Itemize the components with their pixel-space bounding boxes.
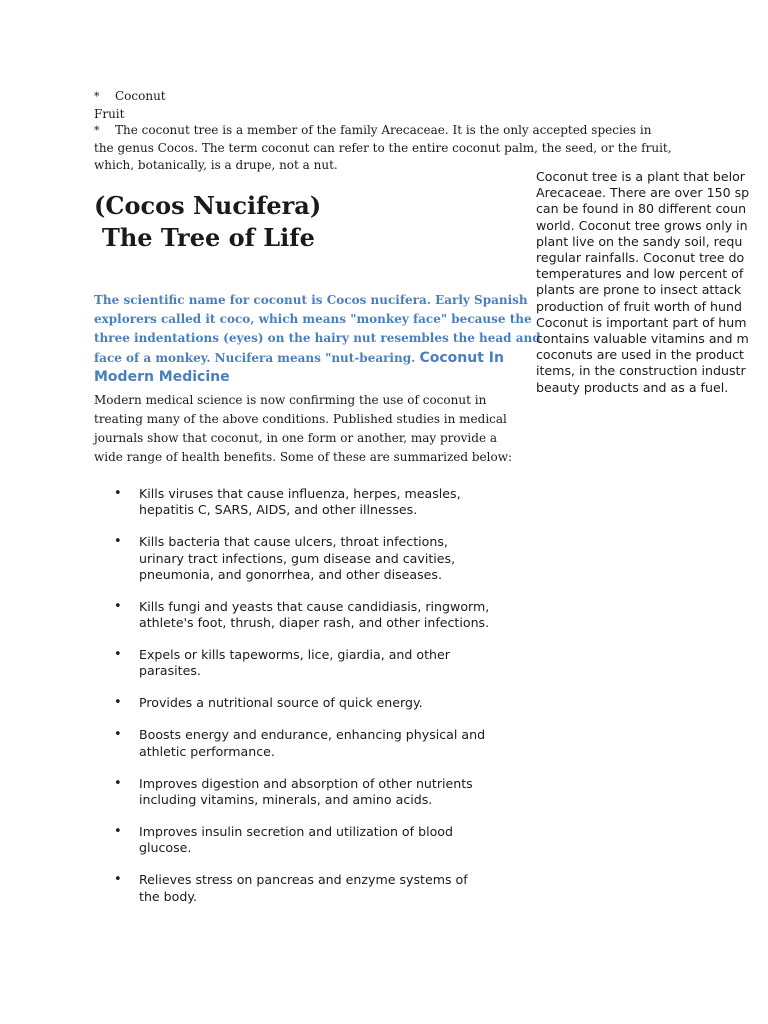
bullet-icon: • <box>114 695 122 711</box>
bullet-icon: • <box>114 647 122 663</box>
intro-text-line: which, botanically, is a drupe, not a nut. <box>94 157 338 172</box>
list-item-text: Kills fungi and yeasts that cause candidiasis, ringworm, <box>139 598 490 614</box>
sidebar-line: temperatures and low percent of <box>536 266 744 282</box>
list-item <box>94 872 544 904</box>
bullet-icon: • <box>114 598 122 614</box>
title-line-subtitle: The Tree of Life <box>102 223 315 252</box>
section-heading-part1: Coconut In <box>419 349 504 366</box>
list-item <box>94 824 544 856</box>
bullet-icon: • <box>114 824 122 840</box>
star-bullet-icon: * <box>94 124 100 138</box>
section-heading-part2: Modern Medicine <box>94 368 230 385</box>
list-item <box>94 776 544 808</box>
sidebar-line: can be found in 80 different coun <box>536 201 747 217</box>
list-item-text: including vitamins, minerals, and amino acids. <box>139 791 433 807</box>
sidebar-line: items, in the construction industr <box>536 363 746 379</box>
star-bullet-icon: * <box>94 90 100 103</box>
bullet-icon: • <box>114 727 122 743</box>
intro-section <box>94 88 694 174</box>
scientific-line: three indentations (eyes) on the hairy nut resembles the head and <box>94 331 541 346</box>
intro-item-arecaceae <box>94 122 694 140</box>
intro-text-line: The coconut tree is a member of the family Arecaceae. It is the only accepted species in <box>115 123 652 138</box>
page-title <box>94 190 321 254</box>
scientific-name-paragraph <box>94 291 541 387</box>
list-item-text: Relieves stress on pancreas and enzyme systems of <box>139 872 468 888</box>
modern-medicine-paragraph <box>94 391 534 467</box>
title-line-latin: (Cocos Nucifera) <box>94 191 322 220</box>
list-item-text: Provides a nutritional source of quick energy. <box>139 695 423 711</box>
list-item-text: glucose. <box>139 840 192 856</box>
intro-text-line: the genus Cocos. The term coconut can refer to the entire coconut palm, the seed, or the fruit, <box>94 141 672 156</box>
sidebar-line: plant live on the sandy soil, requ <box>536 233 743 249</box>
bullet-icon: • <box>114 534 122 550</box>
scientific-line: face of a monkey. Nucifera means "nut-bearing. <box>94 350 416 365</box>
sidebar-line: production of fruit worth of hund <box>536 298 742 314</box>
list-item <box>94 695 544 711</box>
intro-item-coconut <box>94 88 694 106</box>
sidebar-paragraph <box>536 169 768 396</box>
sidebar-line: Arecaceae. There are over 150 sp <box>536 185 750 201</box>
list-item-text: athlete's foot, thrush, diaper rash, and other infections. <box>139 615 490 630</box>
sidebar-line: Coconut is important part of hum <box>536 314 747 330</box>
bullet-icon: • <box>114 872 122 888</box>
list-item-text: Kills bacteria that cause ulcers, throat infections, <box>139 534 448 550</box>
body-line: Modern medical science is now confirming the use of coconut in <box>94 393 487 407</box>
list-item-text: Improves digestion and absorption of other nutrients <box>139 775 473 791</box>
scientific-line: explorers called it coco, which means "monkey face" because the <box>94 312 532 327</box>
sidebar-line: beauty products and as a fuel. <box>536 379 729 395</box>
list-item-text: urinary tract infections, gum disease and cavities, <box>139 550 456 566</box>
list-item-text: Improves insulin secretion and utilization of blood <box>139 824 453 840</box>
sidebar-line: contains valuable vitamins and m <box>536 331 749 347</box>
list-item-text: hepatitis C, SARS, AIDS, and other illnesses. <box>139 502 418 518</box>
list-item <box>94 647 544 679</box>
list-item <box>94 534 544 583</box>
scientific-line: The scientific name for coconut is Cocos nucifera. Early Spanish <box>94 293 528 307</box>
list-item-text: the body. <box>139 888 198 904</box>
list-item-text: parasites. <box>139 663 201 679</box>
bullet-icon: • <box>114 486 122 501</box>
sidebar-line: plants are prone to insect attack <box>536 282 742 298</box>
list-item-text: Boosts energy and endurance, enhancing physical and <box>139 727 486 743</box>
list-item <box>94 727 544 759</box>
list-item-text: athletic performance. <box>139 743 275 759</box>
sidebar-line: Coconut tree is a plant that belor <box>536 169 745 184</box>
sidebar-line: regular rainfalls. Coconut tree do <box>536 250 745 266</box>
benefits-list <box>94 486 544 921</box>
list-item <box>94 486 544 518</box>
body-line: treating many of the above conditions. Published studies in medical <box>94 412 507 426</box>
list-item-text: Expels or kills tapeworms, lice, giardia, and other <box>139 647 450 663</box>
body-line: wide range of health benefits. Some of these are summarized below: <box>94 450 513 464</box>
intro-item-wrap: Fruit <box>94 106 125 121</box>
scientific-line-last <box>94 349 534 368</box>
intro-item-label: Coconut <box>115 89 166 103</box>
bullet-icon: • <box>114 775 122 791</box>
body-line: journals show that coconut, in one form or another, may provide a <box>94 431 498 445</box>
list-item-text: Kills viruses that cause influenza, herpes, measles, <box>139 486 461 501</box>
list-item-text: pneumonia, and gonorrhea, and other diseases. <box>139 566 442 582</box>
sidebar-line: world. Coconut tree grows only in <box>536 217 748 233</box>
list-item <box>94 599 544 631</box>
sidebar-line: coconuts are used in the product <box>536 347 744 363</box>
